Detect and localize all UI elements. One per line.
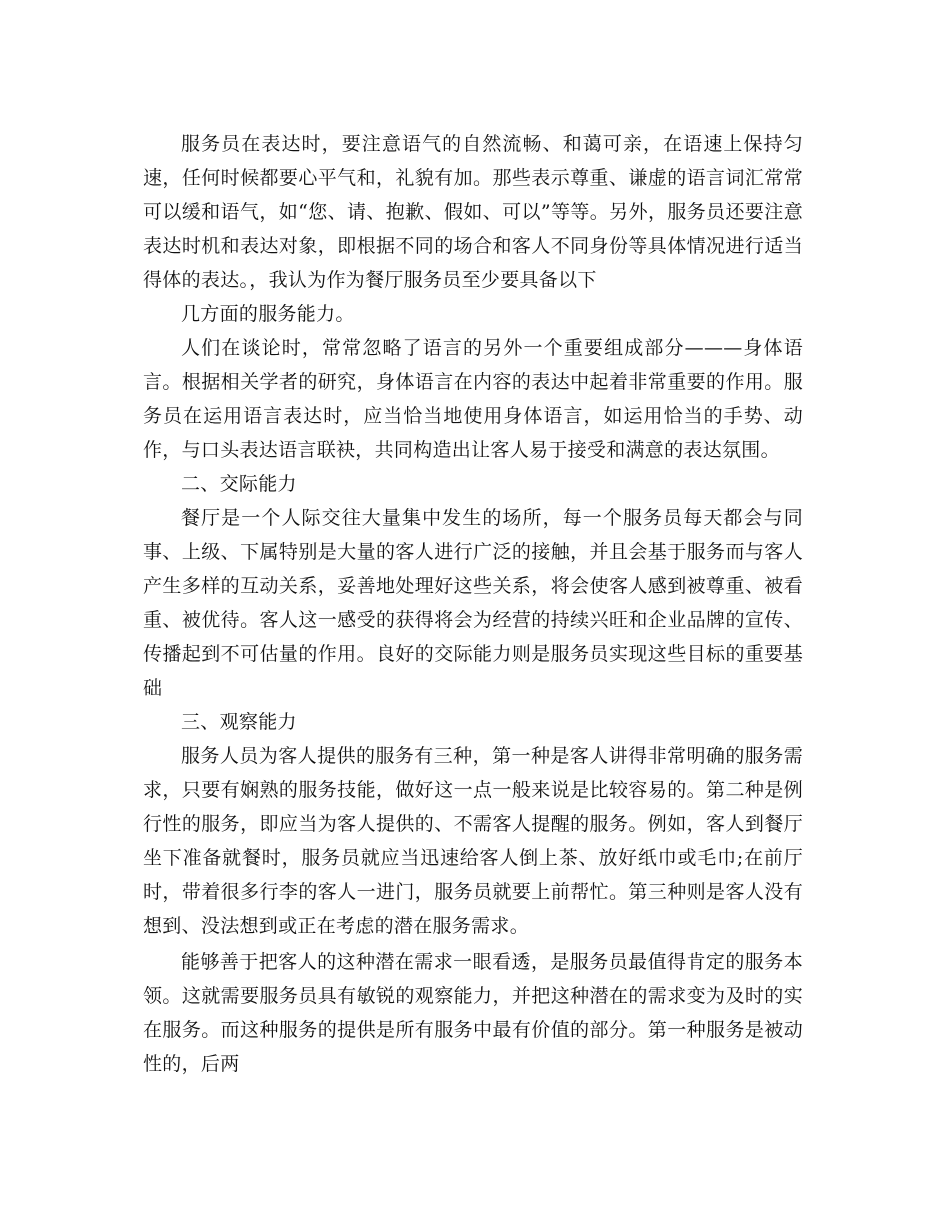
paragraph-communication-ability: 餐厅是一个人际交往大量集中发生的场所，每一个服务员每天都会与同事、上级、下属特别是大量的客人进行广泛的接触，并且会基于服务而与客人产生多样的互动关系，妥善地处理好这些关系，将会使客人感到被尊重、被看重、被优待。客人这一感受的获得将会为经营的持续兴旺和企业品牌的宣传、传播起到不可估量的作用。良好的交际能力则是服务员实现这些目标的重要基础 [143, 507, 803, 699]
paragraph-body-language: 人们在谈论时，常常忽略了语言的另外一个重要组成部分———身体语言。根据相关学者的研究，身体语言在内容的表达中起着非常重要的作用。服务员在运用语言表达时，应当恰当地使用身体语言，如运用恰当的手势、动作，与口头表达语言联袂，共同构造出让客人易于接受和满意的表达氛围。 [143, 337, 803, 461]
document-body [143, 127, 803, 1081]
section-heading-communication: 二、交际能力 [181, 473, 297, 495]
paragraph-service-abilities-intro: 几方面的服务能力。 [181, 303, 355, 325]
paragraph-expression-manner: 服务员在表达时，要注意语气的自然流畅、和蔼可亲，在语速上保持匀速，任何时候都要心平气和，礼貌有加。那些表示尊重、谦虚的语言词汇常常可以缓和语气，如“您、请、抱歉、假如、可以”等等。另外，服务员还要注意表达时机和表达对象，即根据不同的场合和客人不同身份等具体情况进行适当得体的表达。，我认为作为餐厅服务员至少要具备以下 [143, 133, 803, 291]
paragraph-latent-needs: 能够善于把客人的这种潜在需求一眼看透，是服务员最值得肯定的服务本领。这就需要服务员具有敏锐的观察能力，并把这种潜在的需求变为及时的实在服务。而这种服务的提供是所有服务中最有价值的部分。第一种服务是被动性的，后两 [143, 951, 803, 1075]
paragraph-three-service-types: 服务人员为客人提供的服务有三种，第一种是客人讲得非常明确的服务需求，只要有娴熟的服务技能，做好这一点一般来说是比较容易的。第二种是例行性的服务，即应当为客人提供的、不需客人提醒的服务。例如，客人到餐厅坐下准备就餐时，服务员就应当迅速给客人倒上茶、放好纸巾或毛巾;在前厅时，带着很多行李的客人一进门，服务员就要上前帮忙。第三种则是客人没有想到、没法想到或正在考虑的潜在服务需求。 [143, 745, 803, 937]
section-heading-observation: 三、观察能力 [181, 711, 297, 733]
